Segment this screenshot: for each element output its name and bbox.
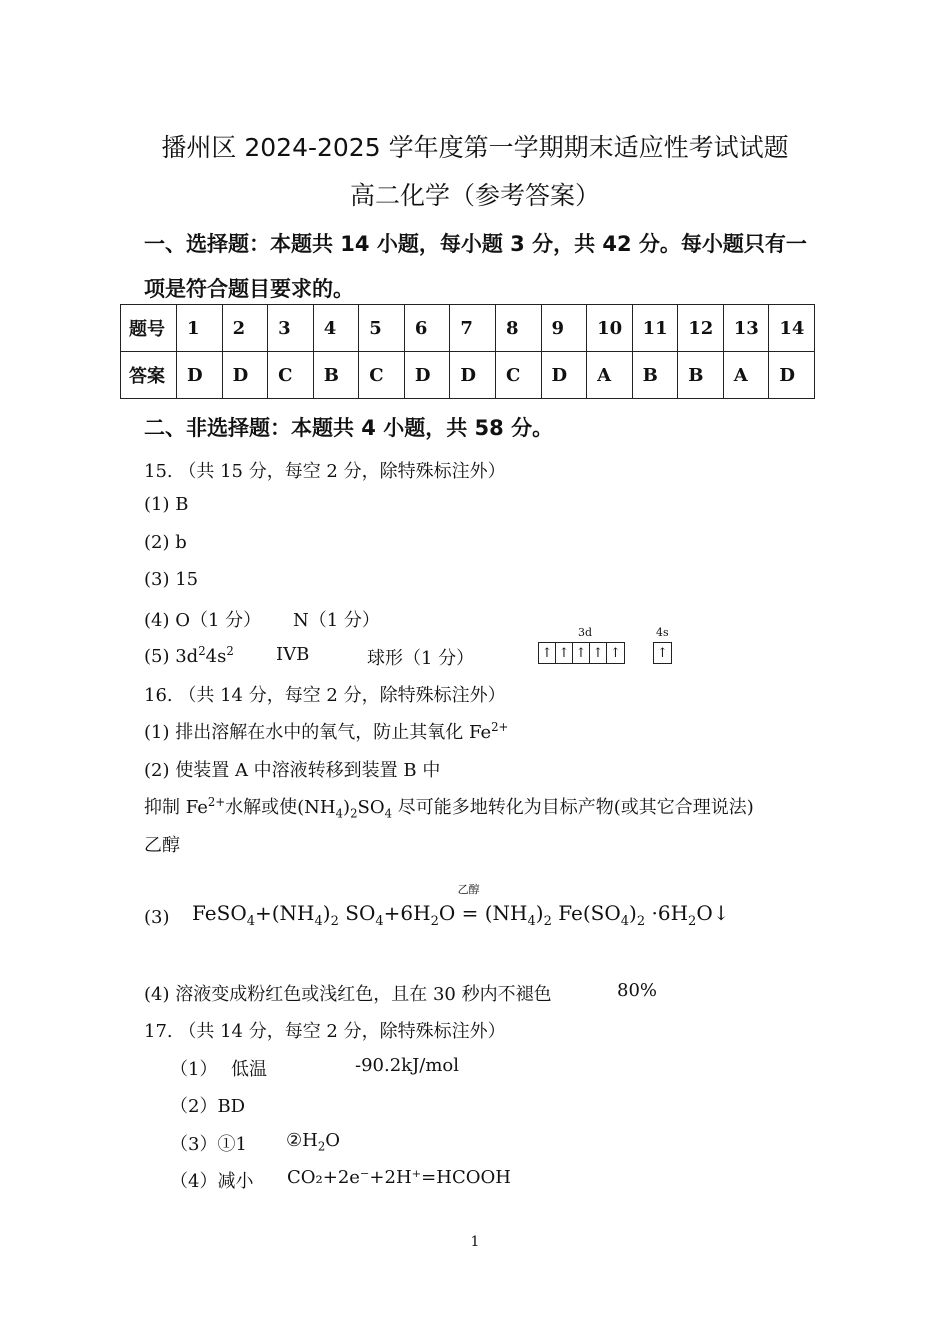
q16-equation: $FeSO_4+(NH_4)_2$ $SO_4+6H_2O$ 乙醇 = $(NH_4)_2$ $Fe(SO_4)_2$ $\cdot 6H_2O↓$: [192, 883, 730, 929]
q17-3b-text: O: [325, 1130, 341, 1151]
orbital-3d-boxes: [538, 642, 625, 664]
q16-2b-text: SO: [357, 797, 385, 818]
table-cell-answer: A: [587, 352, 633, 399]
up-arrow-icon: ↑: [556, 643, 573, 663]
table-cell-number: 4: [313, 305, 359, 352]
q17-3b-sub: 2: [317, 1139, 326, 1154]
q16-2b-sup: 2+: [207, 795, 226, 809]
table-cell-answer: D: [450, 352, 496, 399]
table-cell-number: 5: [359, 305, 405, 352]
q15-5-text: (5) 3d: [144, 646, 199, 667]
q16-2b-text: 水解或使(NH: [225, 797, 336, 818]
row-label-answer: 答案: [121, 352, 177, 399]
q16-answer-2b: [144, 793, 754, 821]
table-cell-answer: C: [495, 352, 541, 399]
table-cell-answer: D: [177, 352, 223, 399]
q16-2b-text: 尽可能多地转化为目标产物(或其它合理说法): [392, 797, 754, 818]
q15-answer-1: (1) B: [144, 494, 189, 515]
q17-answer-2: （2）BD: [170, 1096, 246, 1117]
orbital-4s-box: [653, 642, 672, 664]
page-subtitle: 高二化学（参考答案）: [349, 181, 600, 210]
table-cell-answer: C: [359, 352, 405, 399]
table-cell-answer: D: [769, 352, 815, 399]
table-cell-number: 9: [541, 305, 587, 352]
table-cell-answer: B: [313, 352, 359, 399]
q17-header: 17. （共 14 分，每空 2 分，除特殊标注外）: [144, 1021, 506, 1042]
q16-answer-2c: 乙醇: [144, 835, 180, 856]
table-cell-answer: A: [723, 352, 769, 399]
section1-heading-line1: 一、选择题：本题共 14 小题，每小题 3 分，共 42 分。每小题只有一: [144, 232, 807, 256]
table-cell-answer: B: [632, 352, 678, 399]
q15-answer-5a: [144, 644, 234, 667]
table-cell-answer: D: [404, 352, 450, 399]
page-title: 播州区 2024-2025 学年度第一学期期末适应性考试试题: [161, 133, 789, 162]
table-cell-number: 12: [678, 305, 724, 352]
table-cell-number: 2: [222, 305, 268, 352]
q16-2b-text: 抑制 Fe: [144, 797, 208, 818]
row-label-number: 题号: [121, 305, 177, 352]
section2-heading: 二、非选择题：本题共 4 小题，共 58 分。: [144, 416, 554, 440]
q16-1-text: (1) 排出溶解在水中的氧气，防止其氧化 Fe: [144, 722, 492, 743]
table-cell-number: 6: [404, 305, 450, 352]
up-arrow-icon: ↑: [539, 643, 556, 663]
q16-2b-sub: 4: [384, 806, 393, 821]
q17-answer-1a: 低温: [231, 1059, 267, 1080]
q15-answer-4a: (4) O（1 分）: [144, 610, 262, 631]
q17-3b-text: ②H: [286, 1130, 318, 1151]
q17-answer-3a: （3）①1: [170, 1134, 247, 1155]
q16-2b-text: ): [343, 797, 351, 818]
table-cell-number: 13: [723, 305, 769, 352]
table-cell-answer: C: [268, 352, 314, 399]
q16-2b-sub: 4: [335, 806, 344, 821]
answer-table: [120, 304, 815, 399]
q15-answer-5c: 球形（1 分）: [367, 648, 475, 669]
q16-2b-sub: 2: [350, 806, 358, 821]
reaction-condition: 乙醇: [457, 883, 480, 896]
q16-header: 16. （共 14 分，每空 2 分，除特殊标注外）: [144, 685, 506, 706]
q16-1-sup: 2+: [491, 720, 509, 734]
q16-answer-1: [144, 718, 508, 744]
q17-answer-4b: CO₂+2e⁻+2H⁺=HCOOH: [287, 1167, 511, 1188]
q17-answer-3b: [286, 1130, 340, 1154]
answer-table-number-row: [121, 305, 815, 352]
q15-answer-5b: IVB: [276, 644, 310, 665]
orbital-3d-label: 3d: [578, 626, 593, 639]
table-cell-number: 3: [268, 305, 314, 352]
answer-table-answer-row: [121, 352, 815, 399]
q15-5-sup: 2: [198, 644, 206, 658]
q17-answer-1b: -90.2kJ/mol: [355, 1055, 460, 1076]
q15-5-text: 4s: [205, 646, 227, 667]
q15-answer-3: (3) 15: [144, 569, 199, 590]
q16-answer-4a: (4) 溶液变成粉红色或浅红色，且在 30 秒内不褪色: [144, 984, 552, 1005]
page-number: 1: [470, 1234, 480, 1250]
q15-answer-4b: N（1 分）: [293, 610, 380, 631]
q15-answer-2: (2) b: [144, 532, 187, 553]
q15-header: 15. （共 15 分，每空 2 分，除特殊标注外）: [144, 461, 506, 482]
q17-answer-1-label: （1）: [170, 1059, 218, 1080]
q15-5-sup: 2: [226, 644, 234, 658]
up-arrow-icon: ↑: [657, 645, 668, 661]
q17-answer-4a: （4）减小: [170, 1171, 254, 1192]
table-cell-number: 11: [632, 305, 678, 352]
table-cell-number: 7: [450, 305, 496, 352]
up-arrow-icon: ↑: [590, 643, 607, 663]
orbital-4s-label: 4s: [656, 626, 669, 639]
table-cell-answer: D: [222, 352, 268, 399]
table-cell-number: 14: [769, 305, 815, 352]
q16-answer-3-label: (3): [144, 907, 170, 928]
section1-heading-line2: 项是符合题目要求的。: [144, 277, 354, 301]
table-cell-number: 10: [587, 305, 633, 352]
table-cell-number: 1: [177, 305, 223, 352]
table-cell-answer: D: [541, 352, 587, 399]
up-arrow-icon: ↑: [573, 643, 590, 663]
q16-answer-4b: 80%: [617, 980, 658, 1001]
up-arrow-icon: ↑: [610, 645, 621, 661]
table-cell-answer: B: [678, 352, 724, 399]
table-cell-number: 8: [495, 305, 541, 352]
q16-answer-2: (2) 使装置 A 中溶液转移到装置 B 中: [144, 760, 441, 781]
